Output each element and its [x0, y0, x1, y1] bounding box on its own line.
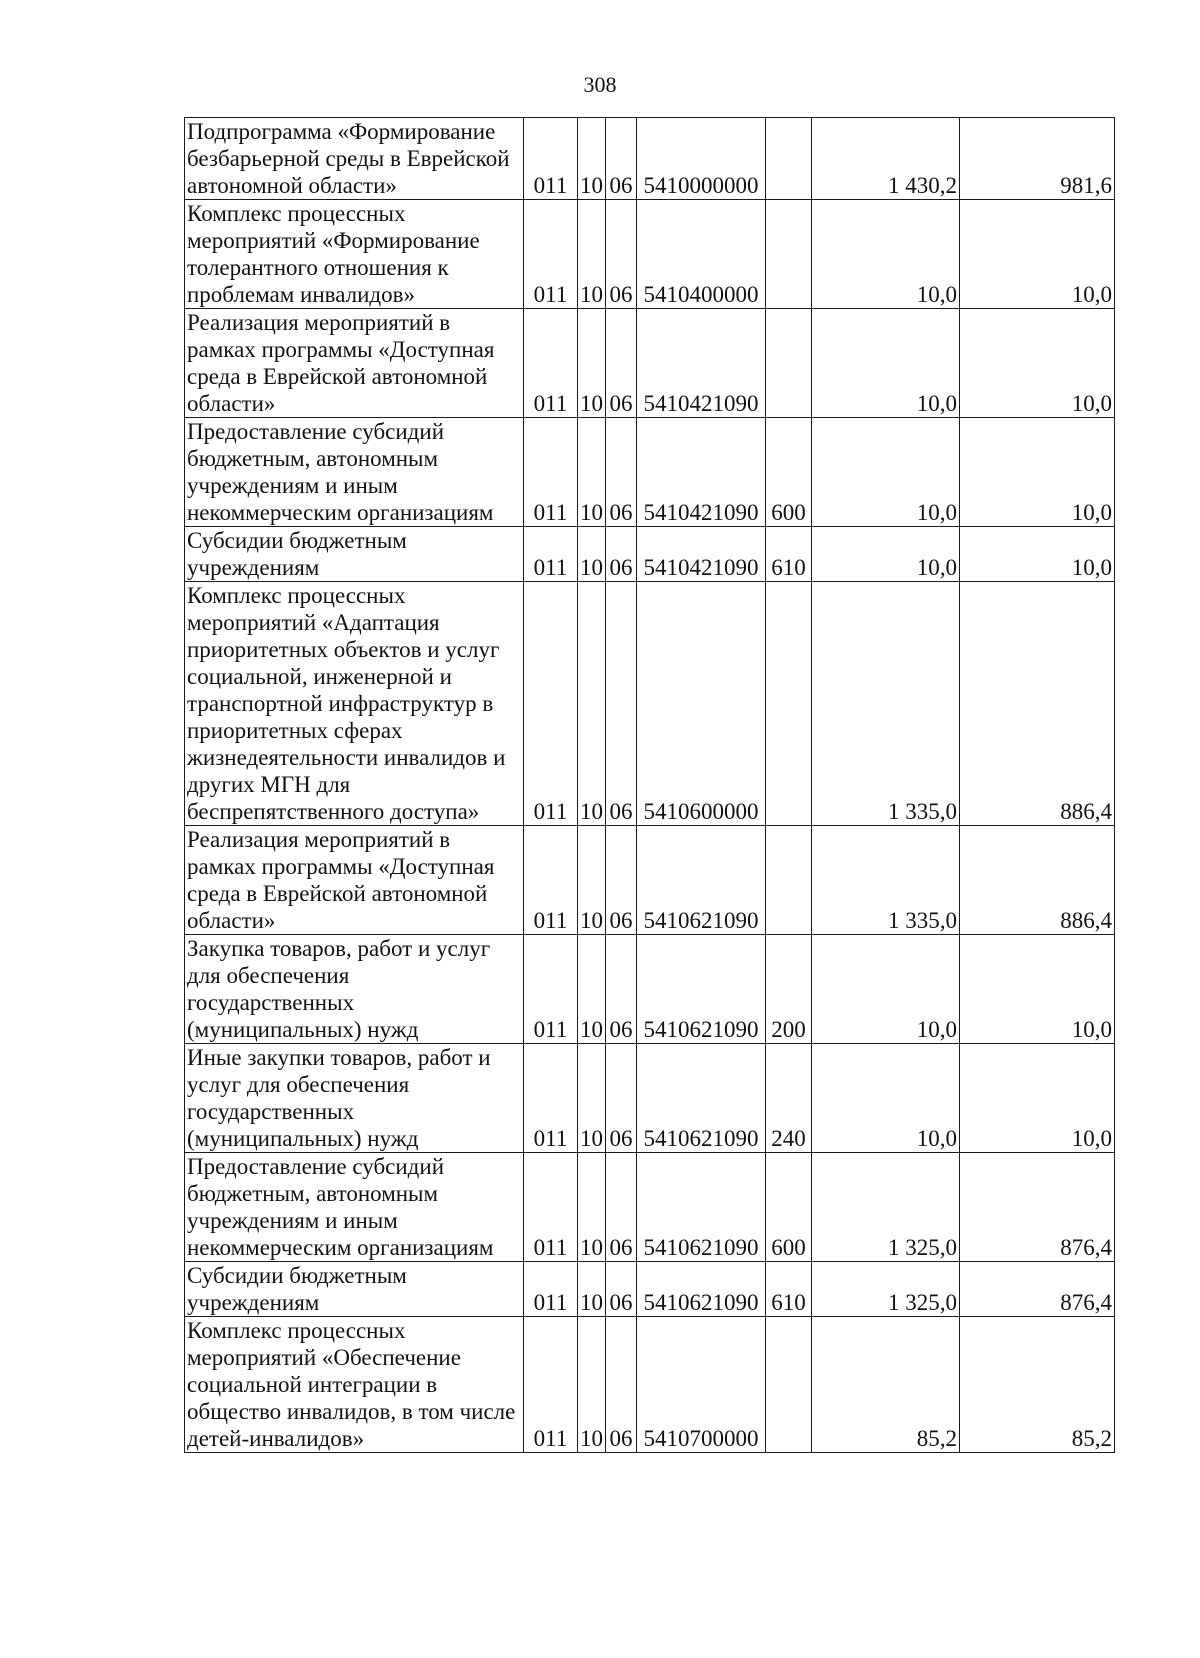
cell-expense-type-code [766, 582, 812, 826]
cell-amount-2: 85,2 [960, 1317, 1115, 1453]
cell-target-code: 5410000000 [637, 118, 766, 200]
cell-expense-type-code [766, 826, 812, 935]
cell-ministry-code: 011 [524, 118, 578, 200]
table-row [185, 1262, 1115, 1317]
cell-expense-type-code: 610 [766, 1262, 812, 1317]
cell-amount-1: 10,0 [812, 935, 960, 1044]
cell-section-code: 10 [578, 1317, 606, 1453]
table-row [185, 200, 1115, 309]
cell-name: Комплекс процессных мероприятий «Адаптация приоритетных объектов и услуг социальной, инженерной и транспортной инфраструктур в приоритетных сферах жизнедеятельности инвалидов и других МГН для беспрепятственного доступа» [185, 582, 524, 826]
cell-amount-2: 10,0 [960, 309, 1115, 418]
cell-amount-2: 981,6 [960, 118, 1115, 200]
cell-subsection-code: 06 [606, 527, 637, 582]
cell-expense-type-code: 600 [766, 418, 812, 527]
page-number: 308 [583, 72, 617, 97]
table-row [185, 118, 1115, 200]
cell-amount-1: 1 335,0 [812, 582, 960, 826]
cell-subsection-code: 06 [606, 582, 637, 826]
cell-amount-2: 886,4 [960, 582, 1115, 826]
cell-amount-2: 10,0 [960, 200, 1115, 309]
cell-expense-type-code [766, 200, 812, 309]
cell-amount-2: 10,0 [960, 527, 1115, 582]
cell-target-code: 5410621090 [637, 1153, 766, 1262]
cell-ministry-code: 011 [524, 418, 578, 527]
cell-target-code: 5410621090 [637, 1044, 766, 1153]
cell-subsection-code: 06 [606, 1153, 637, 1262]
cell-subsection-code: 06 [606, 935, 637, 1044]
cell-target-code: 5410400000 [637, 200, 766, 309]
table-row [185, 1044, 1115, 1153]
cell-subsection-code: 06 [606, 826, 637, 935]
cell-ministry-code: 011 [524, 826, 578, 935]
cell-expense-type-code: 200 [766, 935, 812, 1044]
cell-ministry-code: 011 [524, 309, 578, 418]
cell-section-code: 10 [578, 418, 606, 527]
cell-section-code: 10 [578, 200, 606, 309]
cell-subsection-code: 06 [606, 118, 637, 200]
cell-subsection-code: 06 [606, 1044, 637, 1153]
cell-name: Предоставление субсидий бюджетным, автономным учреждениям и иным некоммерческим организациям [185, 418, 524, 527]
cell-name: Комплекс процессных мероприятий «Формирование толерантного отношения к проблемам инвалидов» [185, 200, 524, 309]
cell-amount-2: 886,4 [960, 826, 1115, 935]
cell-ministry-code: 011 [524, 1317, 578, 1453]
table-row [185, 309, 1115, 418]
cell-ministry-code: 011 [524, 200, 578, 309]
cell-ministry-code: 011 [524, 1044, 578, 1153]
cell-expense-type-code: 610 [766, 527, 812, 582]
cell-target-code: 5410621090 [637, 826, 766, 935]
cell-section-code: 10 [578, 527, 606, 582]
cell-subsection-code: 06 [606, 1317, 637, 1453]
table-row [185, 418, 1115, 527]
cell-target-code: 5410600000 [637, 582, 766, 826]
cell-section-code: 10 [578, 1262, 606, 1317]
cell-amount-1: 1 335,0 [812, 826, 960, 935]
cell-name: Субсидии бюджетным учреждениям [185, 527, 524, 582]
cell-section-code: 10 [578, 935, 606, 1044]
cell-amount-2: 876,4 [960, 1153, 1115, 1262]
cell-ministry-code: 011 [524, 1262, 578, 1317]
cell-ministry-code: 011 [524, 1153, 578, 1262]
cell-amount-1: 10,0 [812, 200, 960, 309]
cell-section-code: 10 [578, 826, 606, 935]
cell-target-code: 5410621090 [637, 935, 766, 1044]
cell-target-code: 5410421090 [637, 527, 766, 582]
cell-subsection-code: 06 [606, 418, 637, 527]
cell-section-code: 10 [578, 1044, 606, 1153]
cell-amount-2: 10,0 [960, 1044, 1115, 1153]
cell-amount-1: 10,0 [812, 418, 960, 527]
cell-name: Закупка товаров, работ и услуг для обеспечения государственных (муниципальных) нужд [185, 935, 524, 1044]
table-row [185, 935, 1115, 1044]
cell-ministry-code: 011 [524, 527, 578, 582]
cell-name: Субсидии бюджетным учреждениям [185, 1262, 524, 1317]
cell-expense-type-code: 240 [766, 1044, 812, 1153]
cell-name: Иные закупки товаров, работ и услуг для обеспечения государственных (муниципальных) нужд [185, 1044, 524, 1153]
cell-amount-1: 10,0 [812, 309, 960, 418]
table-row [185, 582, 1115, 826]
cell-subsection-code: 06 [606, 1262, 637, 1317]
cell-expense-type-code [766, 309, 812, 418]
cell-name: Подпрограмма «Формирование безбарьерной среды в Еврейской автономной области» [185, 118, 524, 200]
cell-amount-1: 1 325,0 [812, 1262, 960, 1317]
cell-name: Комплекс процессных мероприятий «Обеспечение социальной интеграции в общество инвалидов, в том числе детей-инвалидов» [185, 1317, 524, 1453]
cell-amount-1: 85,2 [812, 1317, 960, 1453]
cell-subsection-code: 06 [606, 200, 637, 309]
cell-name: Реализация мероприятий в рамках программы «Доступная среда в Еврейской автономной области» [185, 309, 524, 418]
cell-target-code: 5410421090 [637, 309, 766, 418]
budget-table [184, 117, 1115, 1453]
cell-section-code: 10 [578, 582, 606, 826]
cell-expense-type-code: 600 [766, 1153, 812, 1262]
table-row [185, 1317, 1115, 1453]
cell-amount-1: 1 430,2 [812, 118, 960, 200]
cell-section-code: 10 [578, 118, 606, 200]
cell-expense-type-code [766, 118, 812, 200]
cell-section-code: 10 [578, 309, 606, 418]
cell-amount-1: 10,0 [812, 1044, 960, 1153]
cell-name: Предоставление субсидий бюджетным, автономным учреждениям и иным некоммерческим организациям [185, 1153, 524, 1262]
cell-subsection-code: 06 [606, 309, 637, 418]
cell-amount-2: 10,0 [960, 418, 1115, 527]
cell-amount-1: 10,0 [812, 527, 960, 582]
cell-target-code: 5410700000 [637, 1317, 766, 1453]
cell-section-code: 10 [578, 1153, 606, 1262]
table-row [185, 826, 1115, 935]
cell-amount-2: 876,4 [960, 1262, 1115, 1317]
cell-expense-type-code [766, 1317, 812, 1453]
table-row [185, 527, 1115, 582]
cell-amount-2: 10,0 [960, 935, 1115, 1044]
table-row [185, 1153, 1115, 1262]
cell-name: Реализация мероприятий в рамках программы «Доступная среда в Еврейской автономной области» [185, 826, 524, 935]
cell-amount-1: 1 325,0 [812, 1153, 960, 1262]
cell-target-code: 5410621090 [637, 1262, 766, 1317]
cell-ministry-code: 011 [524, 935, 578, 1044]
cell-ministry-code: 011 [524, 582, 578, 826]
cell-target-code: 5410421090 [637, 418, 766, 527]
